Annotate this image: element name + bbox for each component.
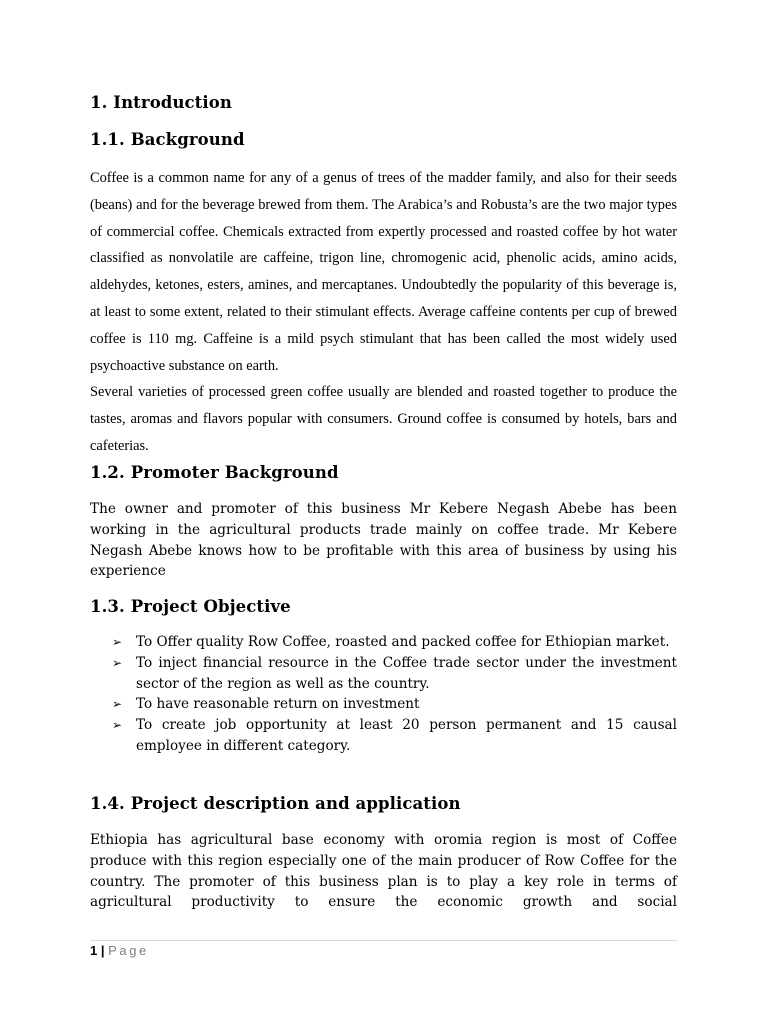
arrow-bullet-icon: ➢ [112,635,123,649]
footer-separator: | [100,943,105,958]
objective-text: To Offer quality Row Coffee, roasted and packed coffee for Ethiopian market. [136,634,670,650]
description-paragraph: Ethiopia has agricultural base economy with oromia region is most of Coffee produce with this region especially one of the main producer of Row Coffee for the country. The promoter of this business plan is to play a key role in terms of agricultural productivity to ensure the economic growth and social [90,832,677,911]
objective-list [90,632,677,757]
page-number: 1 [90,943,98,958]
page-footer [90,943,149,958]
background-paragraph-2: Several varieties of processed green coffee usually are blended and roasted together to produce the tastes, aromas and flavors popular with consumers. Ground coffee is consumed by hotels, bars and cafeterias. [90,384,677,454]
list-item [90,694,677,715]
objective-text: To create job opportunity at least 20 person permanent and 15 causal employee in different category. [136,717,677,754]
promoter-paragraph: The owner and promoter of this business Mr Kebere Negash Abebe has been working in the agricultural products trade mainly on coffee trade. Mr Kebere Negash Abebe knows how to be profitable with this area of business by using his experience [90,501,677,580]
objective-text: To have reasonable return on investment [136,696,420,713]
heading-promoter-background: 1.2. Promoter Background [90,463,339,482]
heading-project-description: 1.4. Project description and application [90,794,461,813]
page-label: Page [108,943,149,958]
heading-introduction: 1. Introduction [90,93,232,112]
heading-background: 1.1. Background [90,130,245,149]
heading-project-objective: 1.3. Project Objective [90,597,291,616]
footer-divider [90,940,677,941]
list-item [90,653,677,695]
background-paragraph-1: Coffee is a common name for any of a genus of trees of the madder family, and also for their seeds (beans) and for the beverage brewed from them. The Arabica’s and Robusta’s are the two major types of commercial coffee. Chemicals extracted from expertly processed and roasted coffee by hot water classified as nonvolatile are caffeine, trigon line, chromogenic acid, phenolic acids, amino acids, aldehydes, ketones, esters, amines, and mercaptanes. Undoubtedly the popularity of this beverage is, at least to some extent, related to their stimulant effects. Average caffeine contents per cup of brewed coffee is 110 mg. Caffeine is a mild psych stimulant that has been called the most widely used psychoactive substance on earth. [90,170,677,374]
list-item [90,632,677,653]
objective-text: To inject financial resource in the Coffee trade sector under the investment sector of the region as well as the country. [136,654,677,692]
arrow-bullet-icon: ➢ [112,718,123,733]
list-item [90,715,677,757]
arrow-bullet-icon: ➢ [112,655,123,670]
arrow-bullet-icon: ➢ [112,697,123,712]
